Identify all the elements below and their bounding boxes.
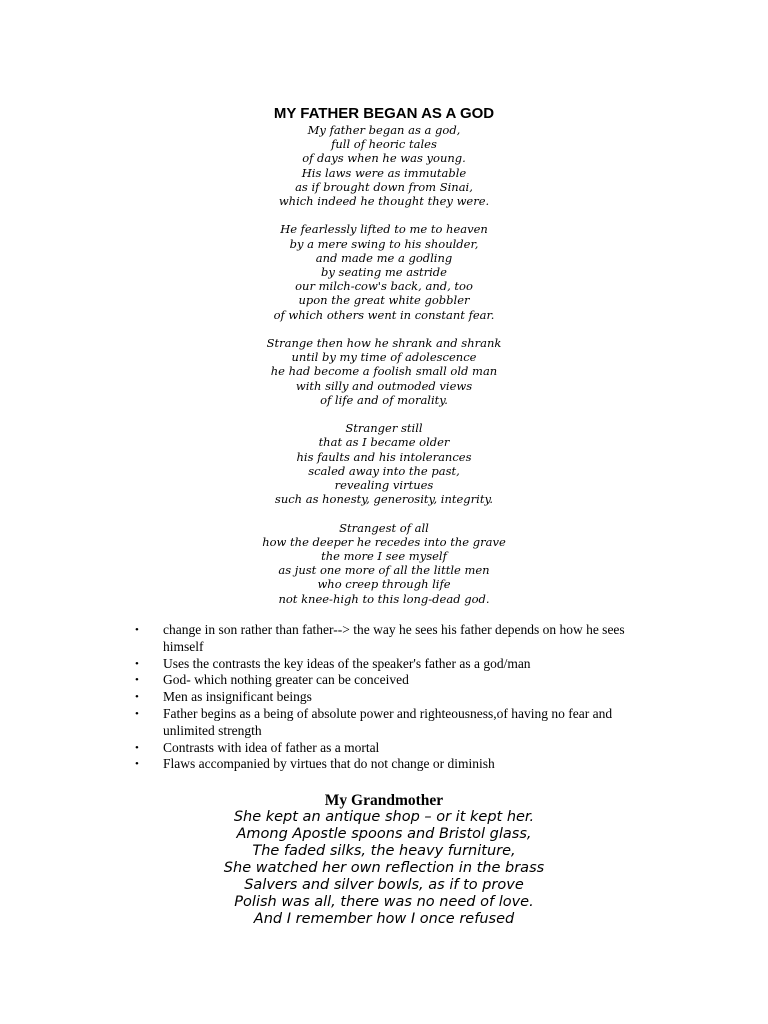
poem-line: our milch-cow's back, and, too [295,279,473,294]
poem-line: of which others went in constant fear. [273,307,495,322]
poem-line: upon the great white gobbler [298,293,470,308]
poem-line: full of heoric tales [331,137,437,152]
bullet-icon: • [135,691,139,704]
list-item-text: Flaws accompanied by virtues that do not change or diminish [163,756,495,772]
bullet-icon: • [135,758,139,771]
poem-line: with silly and outmoded views [295,378,473,393]
poem-line: and made me a godling [315,250,453,265]
list-item-text: Contrasts with idea of father as a mortal [163,739,380,755]
list-item [135,656,655,673]
poem-line: And I remember how I once refused [253,911,515,927]
poem-line: which indeed he thought they were. [278,194,490,209]
poem-line: Among Apostle spoons and Bristol glass, [236,826,532,842]
poem-line: who creep through life [317,577,451,592]
poem-my-grandmother [0,809,768,928]
list-item [135,756,655,773]
poem-line: Strange then how he shrank and shrank [266,336,502,351]
poem-line: the more I see myself [321,549,447,564]
poem-line: how the deeper he recedes into the grave [262,534,506,549]
poem-line: scaled away into the past, [308,463,460,478]
list-item [135,740,655,757]
poem-line: such as honesty, generosity, integrity. [274,492,494,507]
bullet-icon: • [135,657,139,670]
list-item-text: change in son rather than father--> the way he sees his father depends on how he sees himself [163,622,625,654]
poem-stanza [0,521,768,606]
bullet-icon: • [135,624,139,636]
poem-line: of days when he was young. [302,151,466,166]
poem-line: his faults and his intolerances [296,449,472,464]
analysis-bullet-list [135,622,655,773]
poem-line: revealing virtues [334,478,434,493]
bullet-icon: • [135,707,139,720]
list-item [135,706,655,740]
list-item [135,672,655,689]
poem-line: Strangest of all [339,520,429,535]
poem-line: The faded silks, the heavy furniture, [252,843,516,859]
poem-line: Salvers and silver bowls, as if to prove [244,877,524,893]
poem-my-father-began-as-a-god [0,123,768,620]
poem-line: until by my time of adolescence [291,350,477,365]
poem-stanza [0,336,768,407]
poem-line: by a mere swing to his shoulder, [289,236,479,251]
poem-line: His laws were as immutable [301,165,467,180]
poem-line: as if brought down from Sinai, [295,179,473,194]
bullet-icon: • [135,674,139,687]
poem-line: of life and of morality. [320,392,448,407]
poem-line: She kept an antique shop – or it kept her. [233,809,535,825]
poem-line: Stranger still [345,421,423,436]
poem-stanza [0,123,768,208]
poem-title-my-grandmother: My Grandmother [324,792,444,809]
poem-line: He fearlessly lifted to me to heaven [280,222,488,237]
poem-line: Polish was all, there was no need of love. [234,894,534,910]
poem-title-my-father: MY FATHER BEGAN AS A GOD [273,105,495,122]
list-item-text: God- which nothing greater can be conceived [163,672,409,688]
list-item-text: Father begins as a being of absolute power and righteousness,of having no fear and unlimited strength [163,705,613,738]
list-item [135,622,655,656]
poem-line: as just one more of all the little men [278,563,490,578]
list-item-text: Uses the contrasts the key ideas of the speaker's father as a god/man [163,655,531,671]
list-item [135,689,655,706]
bullet-icon: • [135,741,139,754]
poem-line: She watched her own reflection in the brass [223,860,545,876]
poem-stanza [0,421,768,506]
poem-line: My father began as a god, [307,123,461,137]
poem-line: not knee-high to this long-dead god. [278,591,490,606]
poem-line: he had become a foolish small old man [270,364,498,379]
poem-line: that as I became older [318,435,450,450]
poem-stanza [0,222,768,321]
poem-line: by seating me astride [321,265,447,280]
list-item-text: Men as insignificant beings [163,689,312,705]
